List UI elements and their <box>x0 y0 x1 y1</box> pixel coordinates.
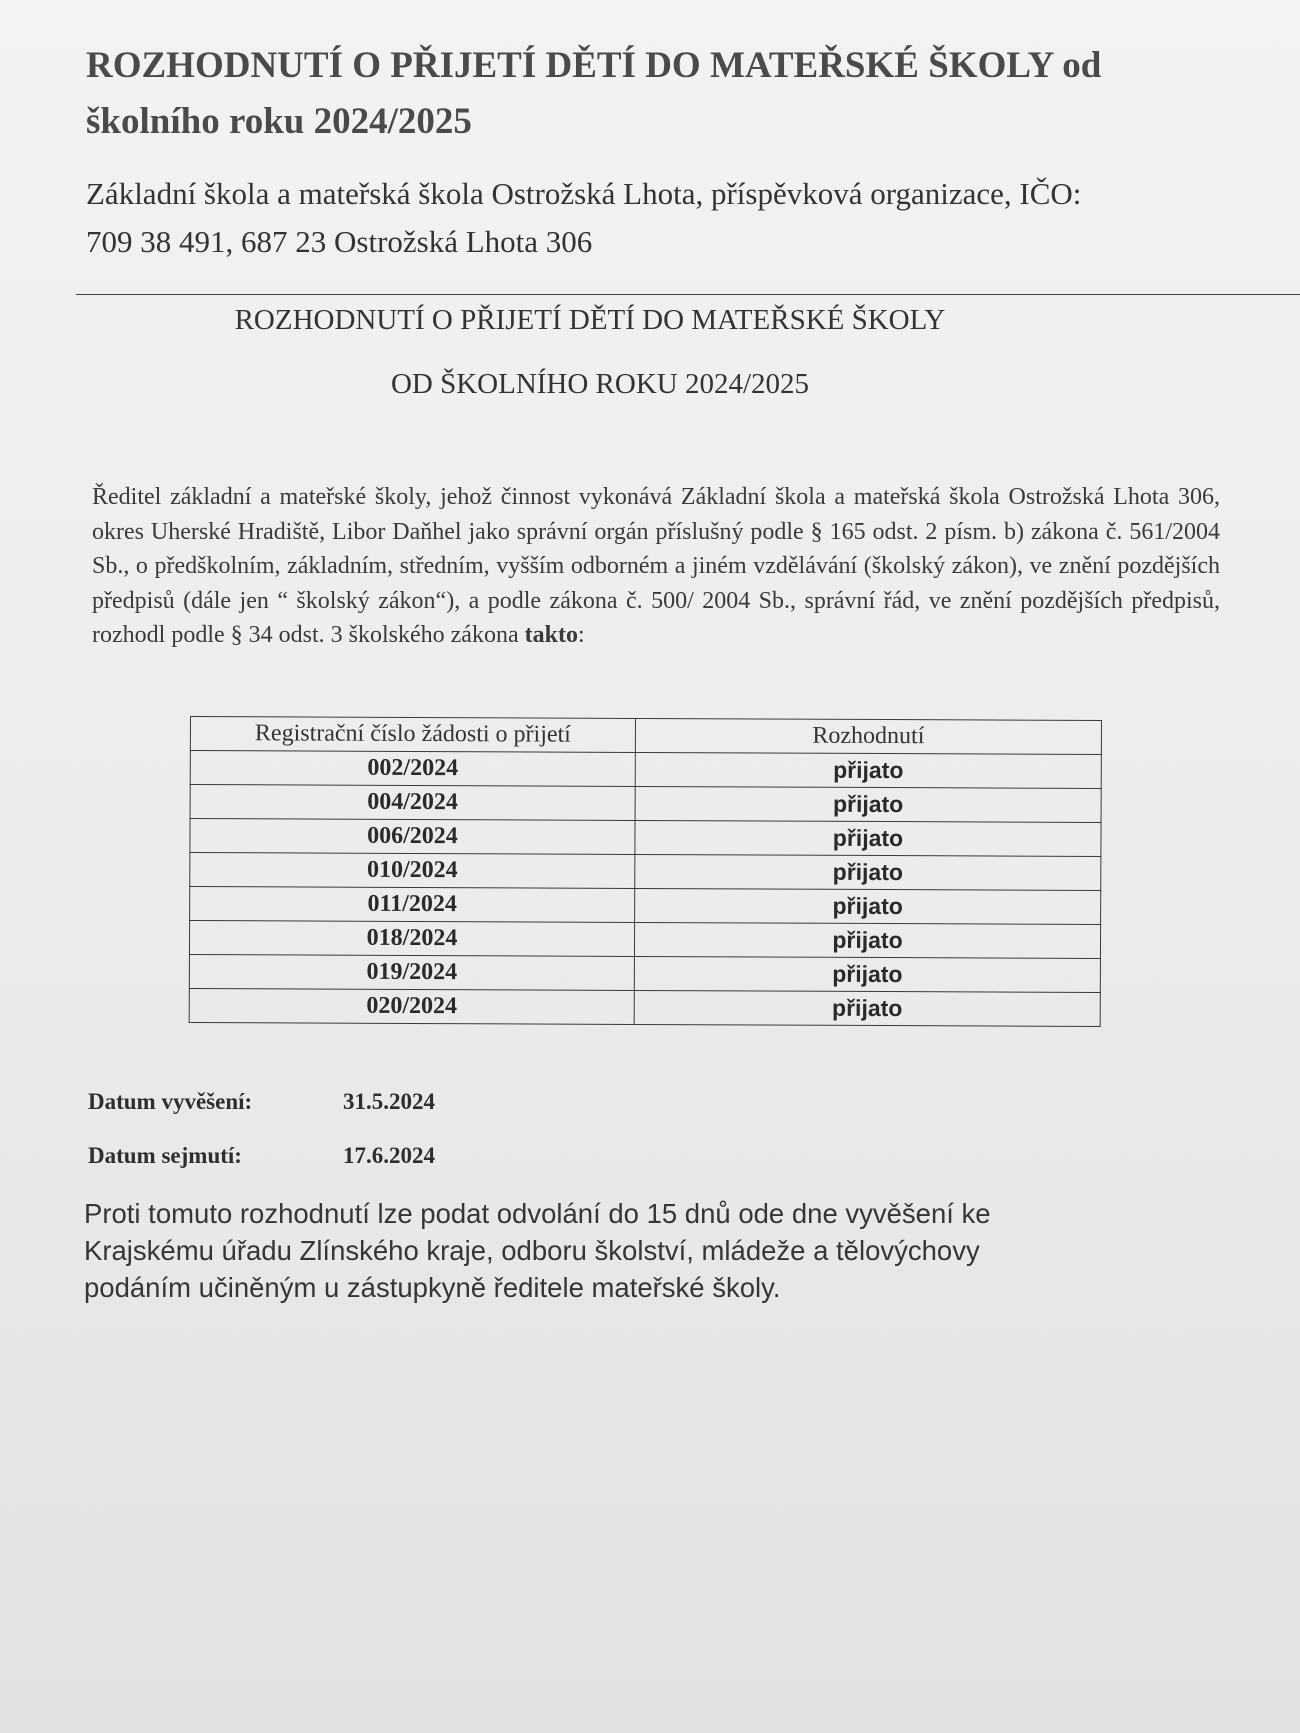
appeal-notice-line-1: Proti tomuto rozhodnutí lze podat odvolání do 15 dnů ode dne vyvěšení ke <box>84 1198 991 1229</box>
organization-line-1: Základní škola a mateřská škola Ostrožská Lhota, příspěvková organizace, IČO: <box>86 176 1082 211</box>
decision-value: přijato <box>634 922 1100 958</box>
registration-number: 006/2024 <box>190 819 635 855</box>
table-row <box>189 988 1100 1026</box>
posted-date-value: 31.5.2024 <box>343 1089 435 1114</box>
organization-info <box>86 170 1256 266</box>
column-header-decision: Rozhodnutí <box>635 718 1101 754</box>
removed-date-row <box>88 1143 435 1169</box>
decision-value: přijato <box>635 752 1101 788</box>
decision-paragraph-text: Ředitel základní a mateřské školy, jehož činnost vykonává Základní škola a mateřská škola Ostrožská Lhota 306, okres Uherské Hradiště, Libor Daňhel jako správní orgán příslušný podle § 165 odst. 2 písm. b) zákona č. 561/2004 Sb., o předškolním, základním, středním, vyšším odborném a jiném vzdělávání (školský zákon), ve znění pozdějších předpisů (dále jen “ školský zákon“), a podle zákona č. 500/ 2004 Sb., správní řád, ve znění pozdějších předpisů, rozhodl podle § 34 odst. 3 školského zákona <box>92 484 1220 648</box>
table-header-row <box>190 717 1101 755</box>
subtitle-line-2-text: OD ŠKOLNÍHO ROKU 2024/2025 <box>390 368 810 400</box>
title-line-1: ROZHODNUTÍ O PŘIJETÍ DĚTÍ DO MATEŘSKÉ ŠKOLY od <box>86 45 1102 86</box>
decision-value: přijato <box>635 854 1101 890</box>
registration-number: 011/2024 <box>190 887 635 923</box>
appeal-notice <box>84 1195 1164 1306</box>
table-row <box>190 887 1101 925</box>
decision-paragraph-emphasis: takto <box>524 622 578 648</box>
registration-number: 020/2024 <box>189 988 634 1024</box>
removed-date-label: Datum sejmutí: <box>88 1143 242 1168</box>
subtitle-line-2 <box>0 360 1200 408</box>
table-row <box>189 954 1100 992</box>
column-header-registration: Registrační číslo žádosti o přijetí <box>190 717 635 753</box>
organization-line-2: 709 38 491, 687 23 Ostrožská Lhota 306 <box>86 224 593 259</box>
appeal-notice-line-3: podáním učiněným u zástupkyně ředitele mateřské školy. <box>84 1272 781 1303</box>
posted-date-row <box>88 1089 435 1115</box>
decision-value: přijato <box>634 956 1100 992</box>
horizontal-divider <box>76 294 1300 295</box>
decisions-table <box>189 716 1102 1027</box>
subtitle-line-1-text: ROZHODNUTÍ O PŘIJETÍ DĚTÍ DO MATEŘSKÉ ŠKOLY <box>234 304 946 336</box>
decision-value: přijato <box>635 888 1101 924</box>
decision-paragraph <box>92 480 1220 653</box>
registration-number: 018/2024 <box>189 921 634 957</box>
table-row <box>190 853 1101 891</box>
decision-value: přijato <box>634 990 1100 1026</box>
registration-number: 019/2024 <box>189 954 634 990</box>
table-row <box>189 921 1100 959</box>
table-row <box>190 785 1101 823</box>
table-row <box>190 751 1101 789</box>
registration-number: 010/2024 <box>190 853 635 889</box>
document-title <box>86 38 1246 150</box>
registration-number: 004/2024 <box>190 785 635 821</box>
title-line-2: školního roku 2024/2025 <box>86 101 472 142</box>
posted-date-label: Datum vyvěšení: <box>88 1089 253 1114</box>
registration-number: 002/2024 <box>190 751 635 787</box>
decision-value: přijato <box>635 786 1101 822</box>
decision-value: přijato <box>635 820 1101 856</box>
removed-date-value: 17.6.2024 <box>343 1143 435 1168</box>
subtitle-line-1 <box>0 296 1200 344</box>
decision-paragraph-colon: : <box>577 622 585 648</box>
table-row <box>190 819 1101 857</box>
appeal-notice-line-2: Krajskému úřadu Zlínského kraje, odboru školství, mládeže a tělovýchovy <box>84 1235 980 1266</box>
